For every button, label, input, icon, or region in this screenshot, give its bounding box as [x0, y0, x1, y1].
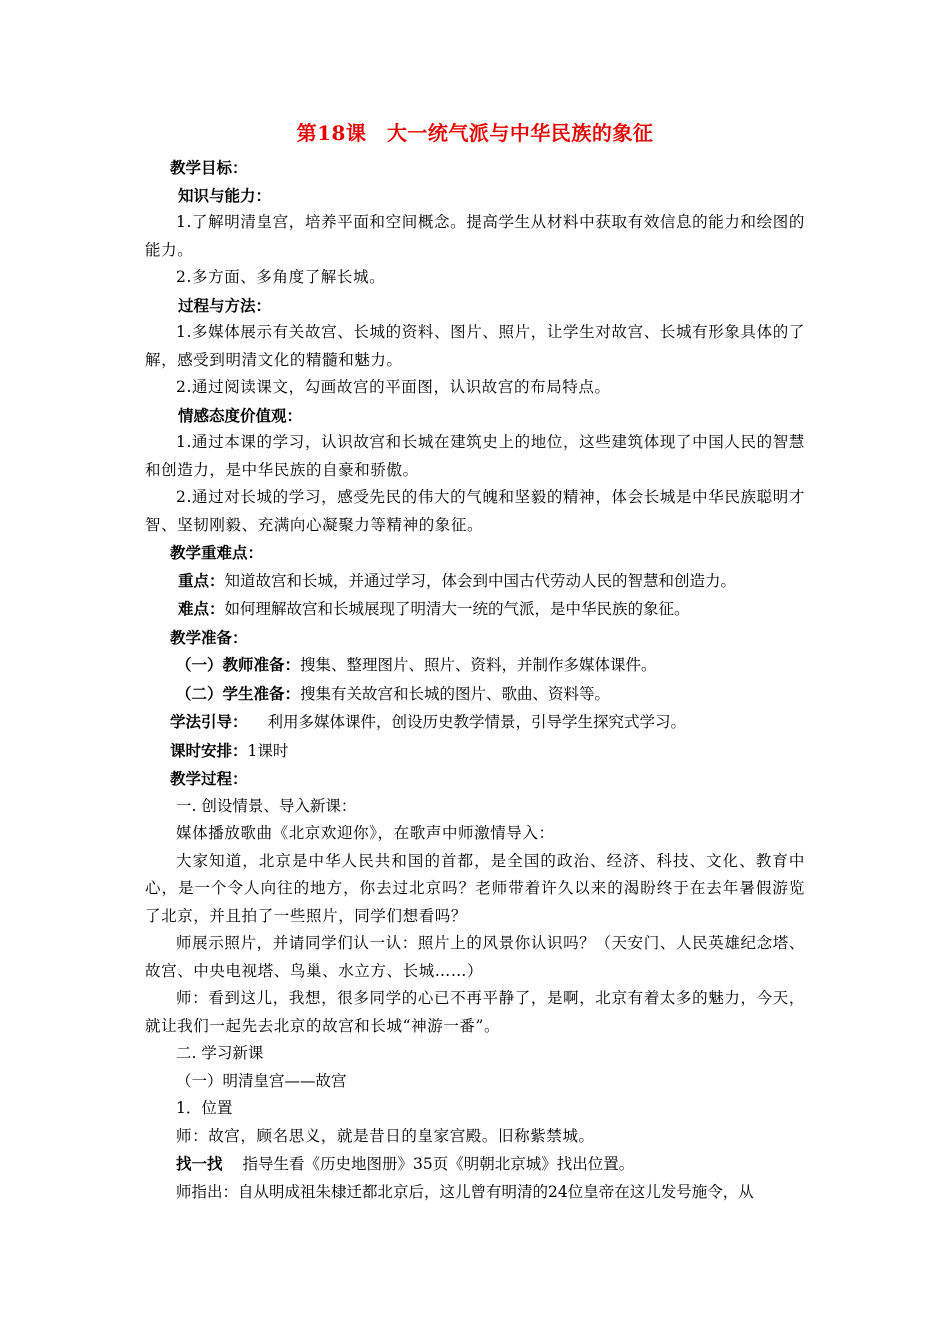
objectives-heading: 教学目标： [170, 158, 248, 177]
study-method [145, 708, 805, 737]
find-activity [145, 1150, 805, 1179]
prep-heading: 教学准备： [170, 627, 248, 647]
process-method-item-2: 2.通过阅读课文，勾画故宫的平面图，认识故宫的布局特点。 [176, 378, 611, 396]
teacher-prep-label: （一）教师准备： [176, 655, 301, 674]
knowledge-item-1: 1.了解明清皇宫，培养平面和空间概念。提高学生从材料中获取有效信息的能力和绘图的能力。 [145, 213, 805, 259]
knowledge-heading: 知识与能力： [178, 185, 272, 205]
process-method-item-1: 1.多媒体展示有关故宫、长城的资料、图片、照片，让学生对故宫、长城有形象具体的了解，感受到明清文化的精髓和魅力。 [145, 323, 805, 369]
process-paragraph-2: 大家知道，北京是中华人民共和国的首都，是全国的政治、经济、科技、文化、教育中心，是一个令人向往的地方，你去过北京吗？老师带着许久以来的渴盼终于在去年暑假游览了北京，并且拍了一些照片，同学们想看吗？ [145, 851, 805, 925]
process-paragraph-6: 师指出：自从明成祖朱棣迁都北京后，这儿曾有明清的24位皇帝在这儿发号施令，从 [176, 1182, 754, 1201]
study-method-text: 利用多媒体课件，创设历史教学情景，引导学生探究式学习。 [267, 713, 687, 731]
schedule-label: 课时安排： [170, 740, 248, 760]
difficult-point [145, 595, 805, 624]
student-prep-text: 搜集有关故宫和长城的图片、歌曲、资料等。 [300, 684, 611, 703]
teacher-prep [145, 651, 805, 680]
emotion-item-1: 1.通过本课的学习，认识故宫和长城在建筑史上的地位，这些建筑体现了中国人民的智慧和创造力，是中华民族的自豪和骄傲。 [145, 433, 805, 479]
step-one-heading: 一. 创设情景、导入新课： [176, 796, 357, 815]
teaching-process-heading: 教学过程： [170, 769, 248, 788]
process-method-heading: 过程与方法： [178, 295, 272, 315]
find-activity-text: 指导生看《历史地图册》35页《明朝北京城》找出位置。 [242, 1155, 635, 1173]
student-prep [145, 680, 805, 709]
process-paragraph-5: 师：故宫，顾名思义，就是昔日的皇家宫殿。旧称紫禁城。 [176, 1126, 595, 1145]
emotion-heading: 情感态度价值观： [178, 405, 303, 425]
item-location: 1．位置 [176, 1099, 233, 1117]
key-point-label: 重点： [178, 570, 225, 590]
teacher-prep-text: 搜集、整理图片、照片、资料，并制作多媒体课件。 [300, 656, 657, 674]
find-activity-label: 找一找 [176, 1154, 223, 1173]
lesson-title: 第18课 大一统气派与中华民族的象征 [296, 121, 654, 145]
document-page [145, 118, 805, 1206]
step-two-heading: 二. 学习新课 [176, 1044, 264, 1062]
emotion-item-2: 2.通过对长城的学习，感受先民的伟大的气魄和坚毅的精神，体会长城是中华民族聪明才智、坚韧刚毅、充满向心凝聚力等精神的象征。 [145, 488, 805, 534]
key-point-text: 知道故宫和长城，并通过学习，体会到中国古代劳动人民的智慧和创造力。 [224, 571, 737, 590]
keypoints-heading: 教学重难点： [170, 543, 264, 562]
subsection-forbidden-city: （一）明清皇宫——故宫 [176, 1071, 347, 1090]
key-point [145, 567, 805, 596]
difficult-point-label: 难点： [178, 599, 225, 618]
study-method-label: 学法引导： [170, 712, 248, 731]
process-paragraph-1: 媒体播放歌曲《北京欢迎你》，在歌声中师激情导入： [176, 824, 555, 842]
student-prep-label: （二）学生准备： [176, 683, 301, 703]
schedule [145, 737, 805, 766]
difficult-point-text: 如何理解故宫和长城展现了明清大一统的气派，是中华民族的象征。 [224, 600, 690, 618]
knowledge-item-2: 2.多方面、多角度了解长城。 [176, 268, 386, 286]
schedule-text: 1课时 [247, 741, 289, 760]
process-paragraph-4: 师：看到这儿，我想，很多同学的心已不再平静了，是啊，北京有着太多的魅力，今天，就让我们一起先去北京的故宫和长城“神游一番”。 [145, 989, 805, 1035]
process-paragraph-3: 师展示照片，并请同学们认一认：照片上的风景你认识吗？（天安门、人民英雄纪念塔、故宫、中央电视塔、鸟巢、水立方、长城……） [145, 934, 805, 980]
